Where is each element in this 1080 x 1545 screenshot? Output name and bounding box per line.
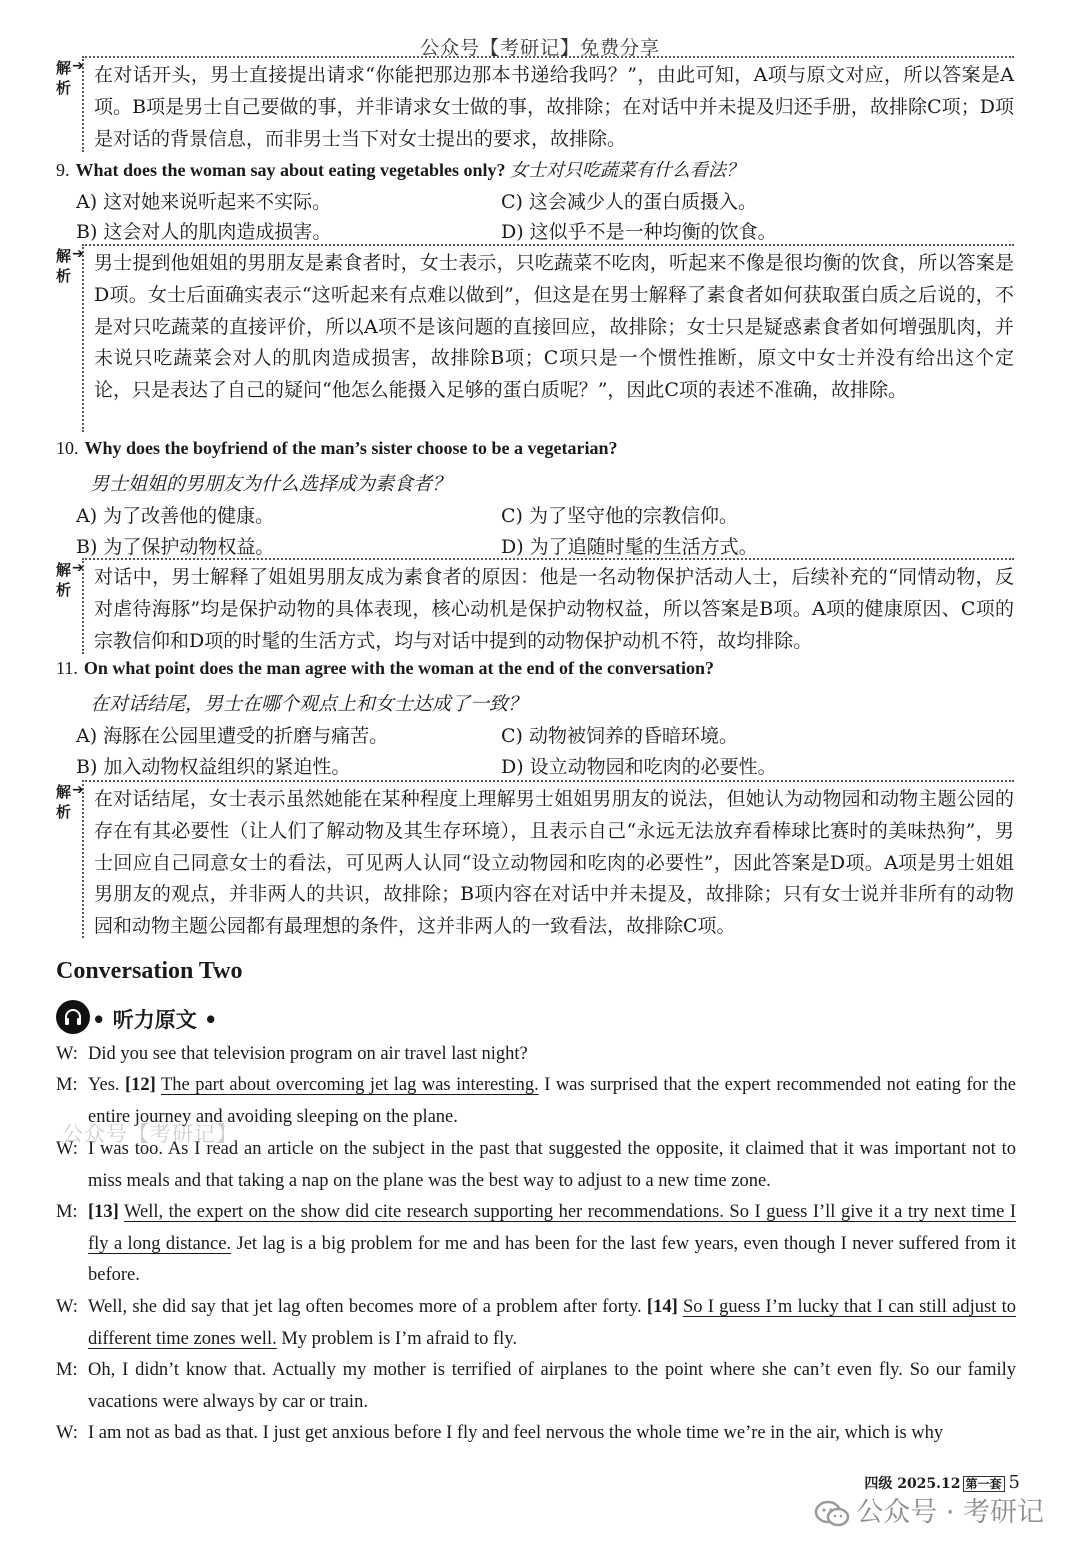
utterance: I am not as bad as that. I just get anxious before I fly and feel nervous the whole time we’re in the air, which is why [88, 1423, 944, 1443]
set-badge: 第一套 [963, 1476, 1005, 1492]
arrow-icon: ➔ [72, 58, 84, 74]
exam-level: 四级 2025.12 [864, 1476, 961, 1492]
header-watermark: 公众号【考研记】免费分享 [419, 37, 660, 59]
option-b: B) 为了保护动物权益。 [76, 536, 275, 558]
mid-watermark: 公众号【考研记】 [62, 1122, 238, 1146]
option-d: D) 为了追随时髦的生活方式。 [501, 536, 758, 558]
option-b: B) 这会对人的肌肉造成损害。 [76, 221, 332, 243]
question-text: Why does the boyfriend of the man’s sister choose to be a vegetarian? [84, 438, 618, 458]
option-c: C) 为了坚守他的宗教信仰。 [501, 505, 738, 527]
analysis-tag: 解析 ➔ [56, 58, 84, 97]
option-d: D) 设立动物园和吃肉的必要性。 [501, 756, 777, 778]
question-9 [56, 156, 1016, 182]
key-sentence: So I guess I’m lucky that I can still adjust to different time zones well. [88, 1297, 1016, 1349]
wechat-icon [814, 1500, 850, 1528]
speaker: M: [56, 1075, 78, 1095]
utterance: Well, she did say that jet lag often becomes more of a problem after forty. [14] So I guess I’m lucky that I can still adjust to different time zones well. My problem is I’m afraid to fly. [88, 1297, 1016, 1349]
arrow-icon: ➔ [72, 782, 84, 798]
question-text: What does the woman say about eating vegetables only? [75, 160, 506, 180]
question-translation: 在对话结尾，男士在哪个观点上和女士达成了一致？ [90, 693, 528, 715]
question-number: 10. [56, 438, 79, 458]
question-11 [56, 658, 1016, 679]
analysis-text: 在对话开头，男士直接提出请求“你能把那边那本书递给我吗？”，由此可知，A项与原文对应，所以答案是A项。B项是男士自己要做的事，并非请求女士做的事，故排除；在对话中并未提及归还手册，故排除C项；D项是对话的背景信息，而非男士当下对女士提出的要求，故排除。 [94, 64, 1014, 150]
analysis-q10 [56, 558, 1014, 654]
question-marker: [12] [125, 1075, 156, 1095]
analysis-tag: 解析 ➔ [56, 560, 84, 599]
option-c: C) 这会减少人的蛋白质摄入。 [501, 191, 757, 213]
analysis-q11 [56, 780, 1014, 938]
question-10 [56, 438, 1016, 459]
speaker: M: [56, 1360, 78, 1380]
question-text: On what point does the man agree with the woman at the end of the conversation? [83, 658, 715, 678]
utterance: Oh, I didn’t know that. Actually my mother is terrified of airplanes to the point where she can’t even fly. So our family vacations were always by car or train. [88, 1360, 1016, 1412]
analysis-tag: 解析 ➔ [56, 782, 84, 821]
headphones-icon [56, 1000, 90, 1034]
question-marker: [14] [646, 1297, 678, 1317]
question-number: 11. [56, 658, 78, 678]
analysis-text: 男士提到他姐姐的男朋友是素食者时，女士表示，只吃蔬菜不吃肉，听起来不像是很均衡的饮食，所以答案是D项。女士后面确实表示“这听起来有点难以做到”，但这是在男士解释了素食者如何获取蛋白质之后说的，不是对只吃蔬菜的直接评价，所以A项不是该问题的直接回应，故排除；女士只是疑惑素食者如何增强肌肉，并未说只吃蔬菜会对人的肌肉造成损害，故排除B项；C项只是一个惯性推断，原文中女士并没有给出这个定论，只是表达了自己的疑问“他怎么能摄入足够的蛋白质呢？”，因此C项的表述不准确，故排除。 [94, 252, 1014, 402]
listening-label: • 听力原文 • [92, 1007, 218, 1032]
analysis-q8 [56, 56, 1014, 152]
speaker: W: [56, 1423, 78, 1443]
analysis-tag: 解析 ➔ [56, 246, 84, 285]
key-sentence: The part about overcoming jet lag was interesting. [160, 1075, 539, 1095]
utterance: Did you see that television program on air travel last night? [88, 1044, 528, 1064]
speaker: W: [56, 1297, 78, 1317]
analysis-text: 在对话结尾，女士表示虽然她能在某种程度上理解男士姐姐男朋友的说法，但她认为动物园和动物主题公园的存在有其必要性（让人们了解动物及其生存环境），且表示自己“永远无法放弃看棒球比赛时的美味热狗”，男士回应自己同意女士的看法，可见两人认同“设立动物园和吃肉的必要性”，因此答案是D项。A项是男士姐姐男朋友的观点，并非两人的共识，故排除；B项内容在对话中并未提及，故排除；只有女士说并非所有的动物园和动物主题公园都有最理想的条件，这并非两人的一致看法，故排除C项。 [94, 788, 1014, 938]
question-number: 9. [56, 160, 70, 180]
arrow-icon: ➔ [72, 246, 84, 262]
option-a: A) 海豚在公园里遭受的折磨与痛苦。 [76, 725, 389, 747]
utterance: [13] Well, the expert on the show did cite research supporting her recommendations. So I guess I’ll give it a try next time I fly a long distance. Jet lag is a big problem for me and has been for the last few years, even though I never suffered from it before. [88, 1202, 1017, 1285]
analysis-q9 [56, 244, 1014, 432]
option-a: A) 为了改善他的健康。 [76, 505, 275, 527]
key-sentence: Well, the expert on the show did cite research supporting her recommendations. So I guess I’ll give it a try next time I fly a long distance. [88, 1202, 1016, 1254]
utterance: I was too. As I read an article on the subject in the past that suggested the opposite, it claimed that it was important not to miss meals and that taking a nap on the plane was the best way to adjust to a new time zone. [88, 1139, 1016, 1191]
bottom-watermark: 公众号 · 考研记 [814, 1490, 1044, 1529]
speaker: W: [56, 1139, 78, 1159]
utterance: Yes. [12] The part about overcoming jet lag was interesting. I was surprised that the expert recommended not eating for the entire journey and avoiding sleeping on the plane. [88, 1075, 1017, 1127]
option-b: B) 加入动物权益组织的紧迫性。 [76, 756, 351, 778]
page-number: 5 [1008, 1472, 1020, 1493]
option-c: C) 动物被饲养的昏暗环境。 [501, 725, 738, 747]
section-title: Conversation Two [56, 958, 243, 984]
option-a: A) 这对她来说听起来不实际。 [76, 191, 332, 213]
question-marker: [13] [88, 1202, 119, 1222]
speaker: W: [56, 1044, 78, 1064]
question-translation: 女士对只吃蔬菜有什么看法？ [510, 160, 745, 180]
speaker: M: [56, 1202, 78, 1222]
arrow-icon: ➔ [72, 560, 84, 576]
option-d: D) 这似乎不是一种均衡的饮食。 [501, 221, 777, 243]
question-translation: 男士姐姐的男朋友为什么选择成为素食者？ [90, 473, 452, 495]
analysis-text: 对话中，男士解释了姐姐男朋友成为素食者的原因：他是一名动物保护活动人士，后续补充的“同情动物，反对虐待海豚”均是保护动物的具体表现，核心动机是保护动物权益，所以答案是B项。A项的健康原因、C项的宗教信仰和D项的时髦的生活方式，均与对话中提到的动物保护动机不符，故均排除。 [94, 566, 1014, 652]
